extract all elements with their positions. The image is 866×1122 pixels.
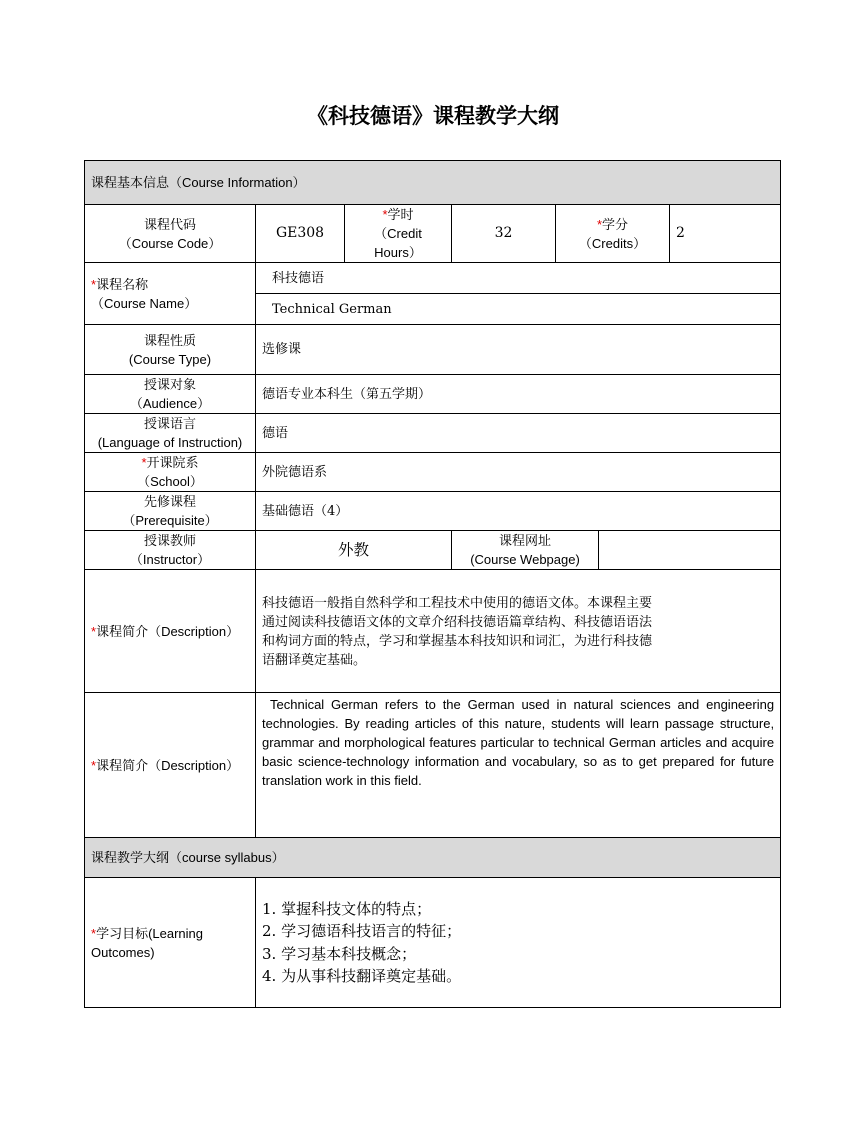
course-type-value: 选修课 (256, 325, 781, 375)
course-code-value: GE308 (256, 205, 345, 263)
learning-outcome-item: 2. 学习德语科技语言的特征； (262, 922, 462, 940)
learning-outcomes-row (85, 878, 781, 1008)
course-code-label: 课程代码 （Course Code） (85, 205, 256, 263)
page-title: 《科技德语》课程教学大纲 (307, 104, 559, 128)
syllabus-table (84, 160, 781, 1008)
language-label: 授课语言 (Language of Instruction) (85, 414, 256, 453)
audience-row (85, 375, 781, 414)
learning-outcomes-label: *学习目标(Learning Outcomes) (85, 878, 256, 1008)
course-syllabus-header: 课程教学大纲（course syllabus） (85, 838, 781, 878)
course-name-row-zh (85, 263, 781, 294)
description-en-label: *课程简介（Description） (85, 693, 256, 838)
credit-hours-value: 32 (452, 205, 556, 263)
school-label: *开课院系 （School） (85, 453, 256, 492)
learning-outcome-item: 4. 为从事科技翻译奠定基础。 (262, 967, 462, 985)
instructor-value: 外教 (256, 531, 452, 570)
school-value: 外院德语系 (256, 453, 781, 492)
prerequisite-row (85, 492, 781, 531)
course-type-row (85, 325, 781, 375)
learning-outcomes-list (256, 878, 781, 1008)
audience-value: 德语专业本科生（第五学期） (256, 375, 781, 414)
webpage-value (599, 531, 781, 570)
audience-label: 授课对象 （Audience） (85, 375, 256, 414)
course-name-label: *课程名称 （Course Name） (85, 263, 256, 325)
credit-hours-label: *学时 （Credit Hours） (345, 205, 452, 263)
description-zh-label: *课程简介（Description） (85, 570, 256, 693)
course-name-en: Technical German (256, 294, 781, 325)
webpage-label: 课程网址 (Course Webpage) (452, 531, 599, 570)
prerequisite-label: 先修课程 （Prerequisite） (85, 492, 256, 531)
course-information-header-row (85, 161, 781, 205)
course-name-zh: 科技德语 (256, 263, 781, 294)
credits-label: *学分 （Credits） (556, 205, 670, 263)
school-row (85, 453, 781, 492)
instructor-label: 授课教师 （Instructor） (85, 531, 256, 570)
learning-outcome-item: 1. 掌握科技文体的特点； (262, 899, 432, 918)
course-syllabus-header-row (85, 838, 781, 878)
instructor-row (85, 531, 781, 570)
course-information-header: 课程基本信息（Course Information） (85, 161, 781, 205)
learning-outcome-item: 3. 学习基本科技概念； (262, 944, 417, 963)
description-en-row (85, 693, 781, 838)
description-en-text: Technical German refers to the German used in natural sciences and engineering technologies. By reading articles of this nature, students will learn passage structure, grammar and morphological features particular to technical German articles and acquire basic science-technology information and vocabulary, so as to get prepared for future translation work in this field. (256, 693, 781, 838)
code-hours-credits-row (85, 205, 781, 263)
language-row (85, 414, 781, 453)
credits-value: 2 (670, 205, 781, 263)
description-zh-row (85, 570, 781, 693)
prerequisite-value: 基础德语（4） (256, 492, 781, 531)
description-zh-text: 科技德语一般指自然科学和工程技术中使用的德语文体。本课程主要 通过阅读科技德语文体的文章介绍科技德语篇章结构、科技德语语法 和构词方面的特点，学习和掌握基本科技知识和词汇，为进行科技德 语翻译奠定基础。 (256, 570, 781, 693)
language-value: 德语 (256, 414, 781, 453)
course-type-label: 课程性质 (Course Type) (85, 325, 256, 375)
